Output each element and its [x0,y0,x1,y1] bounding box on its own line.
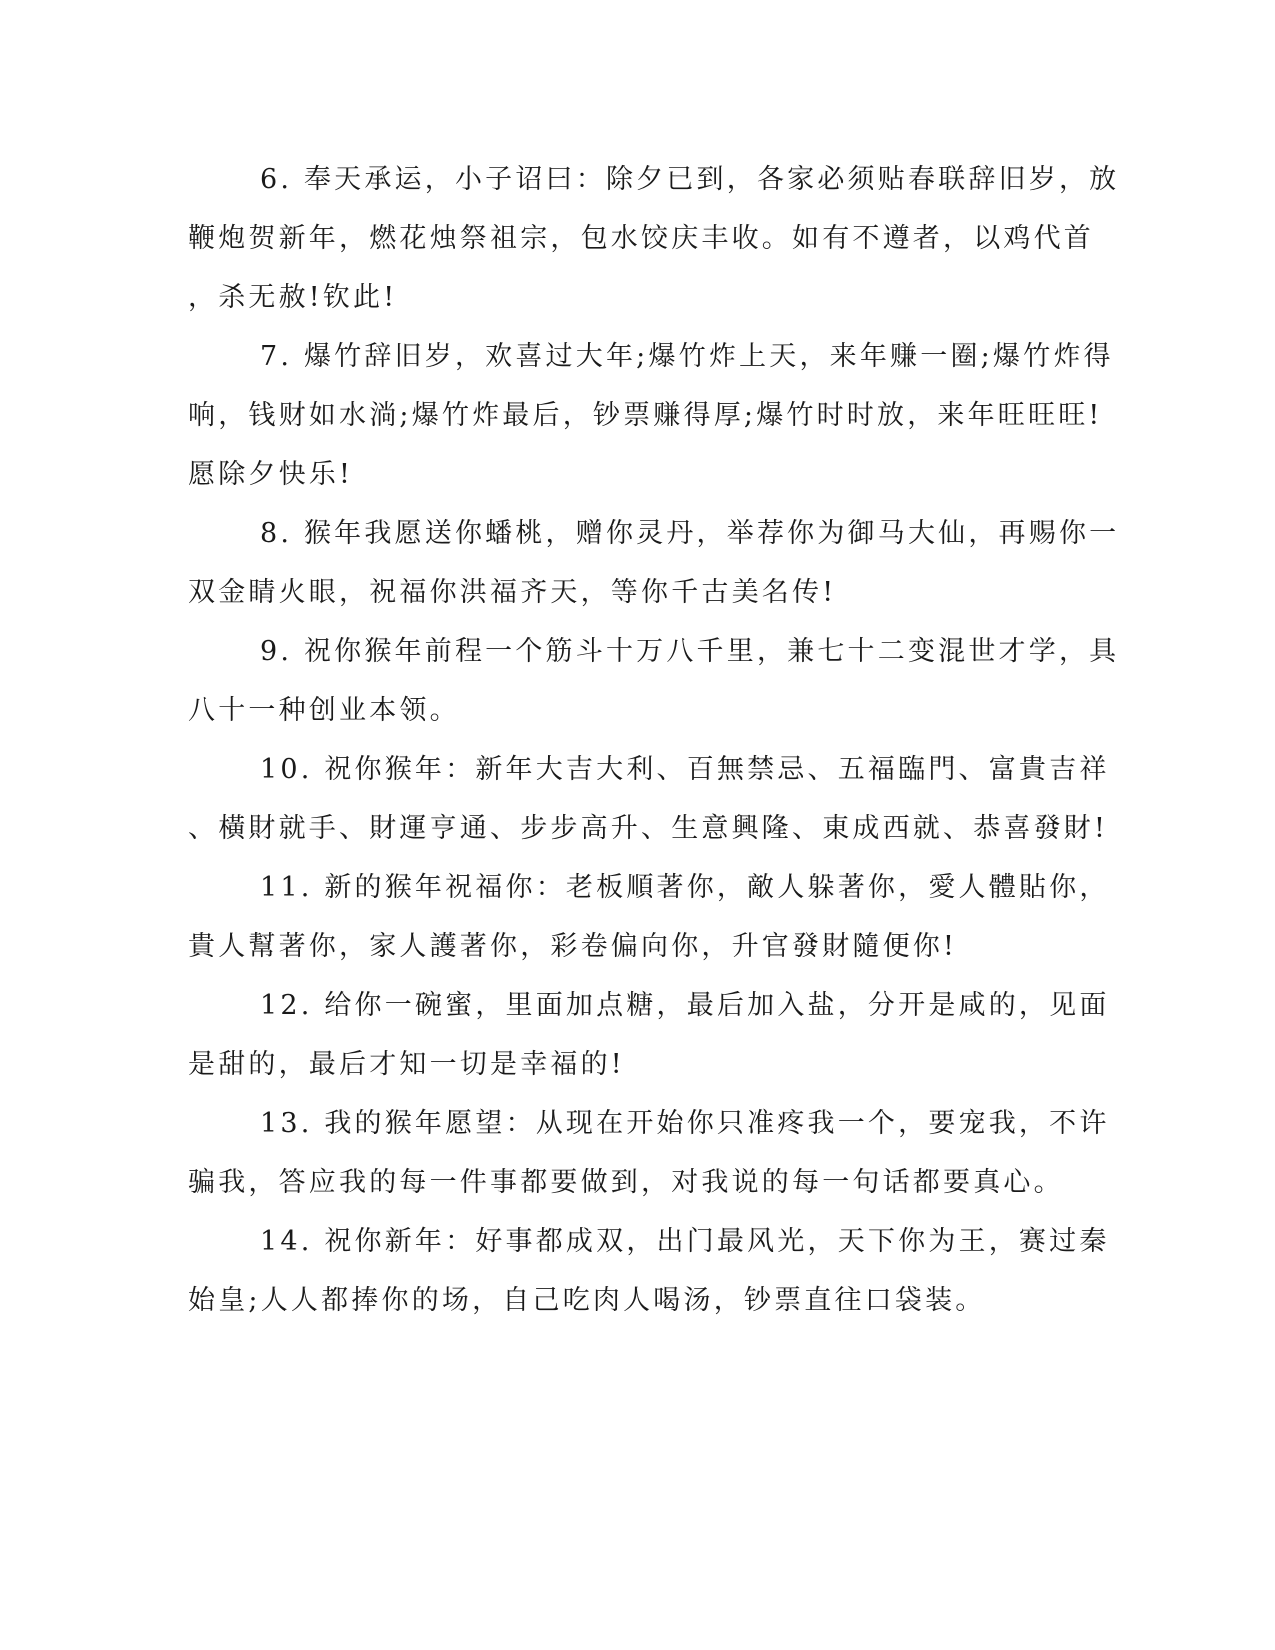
paragraph-12-line-1: 12. 给你一碗蜜，里面加点糖，最后加入盐，分开是咸的，见面 [260,990,1110,1021]
paragraph-10-line-1: 10. 祝你猴年：新年大吉大利、百無禁忌、五福臨門、富貴吉祥 [260,754,1110,785]
paragraph-6-line-3: ，杀无赦!钦此! [188,282,398,313]
paragraph-6-line-1: 6. 奉天承运，小子诏曰：除夕已到，各家必须贴春联辞旧岁，放 [260,164,1120,195]
paragraph-14-line-1: 14. 祝你新年：好事都成双，出门最风光，天下你为王，赛过秦 [260,1226,1110,1257]
paragraph-13-line-2: 骗我，答应我的每一件事都要做到，对我说的每一句话都要真心。 [188,1167,1064,1198]
paragraph-13-line-1: 13. 我的猴年愿望：从现在开始你只准疼我一个，要宠我，不许 [260,1108,1110,1139]
paragraph-11-line-1: 11. 新的猴年祝福你：老板順著你，敵人躲著你，愛人體貼你， [260,872,1110,903]
paragraph-8-line-1: 8. 猴年我愿送你蟠桃，赠你灵丹，举荐你为御马大仙，再赐你一 [260,518,1120,549]
paragraph-7-line-3: 愿除夕快乐! [188,459,354,490]
paragraph-9-line-1: 9. 祝你猴年前程一个筋斗十万八千里，兼七十二变混世才学，具 [260,636,1120,667]
paragraph-10-line-2: 、橫財就手、財運亨通、步步高升、生意興隆、東成西就、恭喜發財! [188,813,1109,844]
paragraph-12-line-2: 是甜的，最后才知一切是幸福的! [188,1049,625,1080]
paragraph-8-line-2: 双金睛火眼，祝福你洪福齐天，等你千古美名传! [188,577,837,608]
paragraph-9-line-2: 八十一种创业本领。 [188,695,460,726]
paragraph-6-line-2: 鞭炮贺新年，燃花烛祭祖宗，包水饺庆丰收。如有不遵者，以鸡代首 [188,223,1094,254]
paragraph-7-line-1: 7. 爆竹辞旧岁，欢喜过大年;爆竹炸上天，来年赚一圈;爆竹炸得 [260,341,1114,372]
paragraph-7-line-2: 响，钱财如水淌;爆竹炸最后，钞票赚得厚;爆竹时时放，来年旺旺旺! [188,400,1103,431]
paragraph-11-line-2: 貴人幫著你，家人護著你，彩卷偏向你，升官發財隨便你! [188,931,958,962]
paragraph-14-line-2: 始皇;人人都捧你的场，自己吃肉人喝汤，钞票直往口袋装。 [188,1285,986,1316]
